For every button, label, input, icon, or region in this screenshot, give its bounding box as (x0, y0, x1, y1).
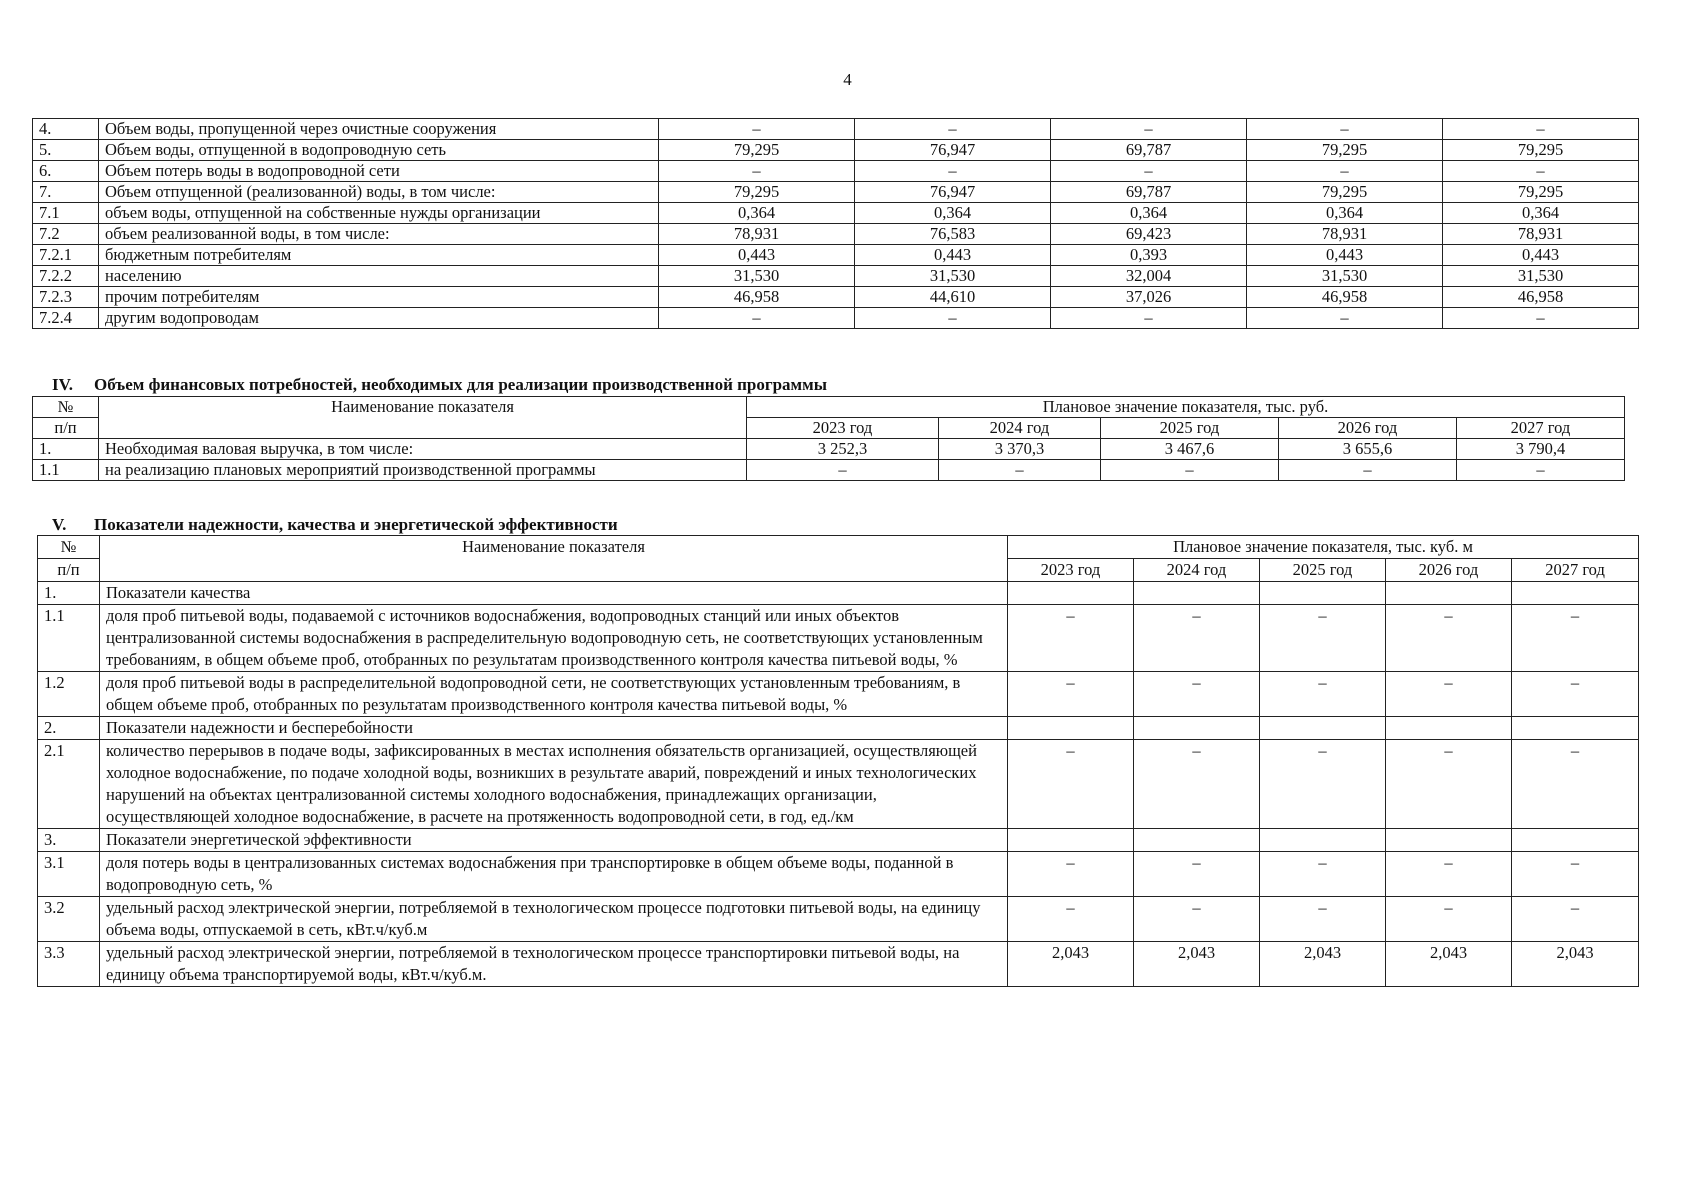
indicator-name: количество перерывов в подаче воды, зафиксированных в местах исполнения обязательств организацией, осуществляющей холодное водоснабжение, по подаче холодной воды, возникших в результате аварий, повреждений и иных технологических нарушений на объектах централизованной системы холодного водоснабжения, принадлежащих организации, осуществляющей холодное водоснабжение, в расчете на протяженность водопроводной сети, в год, ед./км (100, 740, 1008, 829)
value-cell: 37,026 (1051, 287, 1247, 308)
header-name: Наименование показателя (99, 397, 747, 439)
row-number: 4. (33, 119, 99, 140)
value-cell: – (1386, 672, 1512, 717)
row-number: 3.2 (38, 897, 100, 942)
value-cell: – (747, 460, 939, 481)
value-cell (1008, 582, 1134, 605)
table-row (38, 717, 1639, 740)
value-cell: – (1101, 460, 1279, 481)
header-pp: п/п (38, 559, 100, 582)
value-cell: – (1051, 308, 1247, 329)
value-cell: 31,530 (1443, 266, 1639, 287)
value-cell (1386, 717, 1512, 740)
value-cell: 0,364 (855, 203, 1051, 224)
value-cell: 2,043 (1512, 942, 1639, 987)
value-cell (1386, 582, 1512, 605)
indicator-name: на реализацию плановых мероприятий производственной программы (99, 460, 747, 481)
table-row (33, 119, 1639, 140)
table-row (38, 852, 1639, 897)
indicator-name: доля проб питьевой воды в распределительной водопроводной сети, не соответствующих установленным требованиям, в общем объеме проб, отобранных по результатам производственного контроля качества питьевой воды, % (100, 672, 1008, 717)
section-5-roman: V. (52, 515, 67, 534)
value-cell (1260, 829, 1386, 852)
value-cell: – (1051, 161, 1247, 182)
indicator-name: Объем потерь воды в водопроводной сети (99, 161, 659, 182)
indicators-table (37, 535, 1639, 987)
value-cell: 31,530 (1247, 266, 1443, 287)
value-cell: 0,443 (659, 245, 855, 266)
header-plan: Плановое значение показателя, тыс. руб. (747, 397, 1625, 418)
value-cell: 78,931 (1443, 224, 1639, 245)
row-number: 2. (38, 717, 100, 740)
value-cell: 3 467,6 (1101, 439, 1279, 460)
year-header: 2025 год (1101, 418, 1279, 439)
value-cell: – (1134, 672, 1260, 717)
value-cell: 3 370,3 (939, 439, 1101, 460)
table-row (33, 460, 1625, 481)
value-cell: – (1260, 605, 1386, 672)
value-cell: 78,931 (1247, 224, 1443, 245)
year-header: 2027 год (1457, 418, 1625, 439)
row-number: 7.2 (33, 224, 99, 245)
table-header-row (38, 536, 1639, 559)
year-header: 2027 год (1512, 559, 1639, 582)
value-cell: 0,443 (1247, 245, 1443, 266)
value-cell: – (1008, 897, 1134, 942)
value-cell: – (1008, 740, 1134, 829)
year-header: 2024 год (939, 418, 1101, 439)
value-cell: 76,947 (855, 182, 1051, 203)
value-cell: – (1247, 308, 1443, 329)
table-row (33, 203, 1639, 224)
indicator-name: другим водопроводам (99, 308, 659, 329)
page-number: 4 (843, 70, 852, 89)
table-row (38, 897, 1639, 942)
row-number: 5. (33, 140, 99, 161)
value-cell: – (1134, 897, 1260, 942)
year-header: 2026 год (1386, 559, 1512, 582)
indicator-name: Необходимая валовая выручка, в том числе: (99, 439, 747, 460)
header-pp: п/п (33, 418, 99, 439)
table-row (38, 605, 1639, 672)
value-cell (1134, 582, 1260, 605)
value-cell: – (1443, 119, 1639, 140)
table-row (33, 287, 1639, 308)
table-row (33, 439, 1625, 460)
section-5-title-text: Показатели надежности, качества и энергетической эффективности (94, 515, 618, 534)
table-row (33, 245, 1639, 266)
value-cell: 46,958 (1247, 287, 1443, 308)
value-cell: – (1247, 161, 1443, 182)
value-cell: – (1443, 161, 1639, 182)
value-cell: 46,958 (659, 287, 855, 308)
table-row (33, 161, 1639, 182)
indicator-name: доля проб питьевой воды, подаваемой с источников водоснабжения, водопроводных станций или иных объектов централизованной системы водоснабжения в распределительную водопроводную сеть, не соответствующих установленным требованиям, в общем объеме проб, отобранных по результатам производственного контроля качества питьевой воды, % (100, 605, 1008, 672)
header-plan: Плановое значение показателя, тыс. куб. м (1008, 536, 1639, 559)
year-header: 2024 год (1134, 559, 1260, 582)
row-number: 7. (33, 182, 99, 203)
finance-table (32, 396, 1625, 481)
value-cell: – (1260, 740, 1386, 829)
volume-table (32, 118, 1639, 329)
value-cell (1386, 829, 1512, 852)
value-cell: – (939, 460, 1101, 481)
value-cell: 76,583 (855, 224, 1051, 245)
value-cell: 69,787 (1051, 140, 1247, 161)
value-cell: 2,043 (1008, 942, 1134, 987)
table-row (38, 582, 1639, 605)
row-number: 6. (33, 161, 99, 182)
value-cell: 0,364 (1051, 203, 1247, 224)
value-cell: – (1386, 852, 1512, 897)
indicator-name: Показатели надежности и бесперебойности (100, 717, 1008, 740)
year-header: 2023 год (1008, 559, 1134, 582)
value-cell: 44,610 (855, 287, 1051, 308)
header-no: № (33, 397, 99, 418)
value-cell: 79,295 (1247, 140, 1443, 161)
value-cell: – (1134, 740, 1260, 829)
row-number: 1. (38, 582, 100, 605)
value-cell (1260, 582, 1386, 605)
value-cell: 79,295 (1443, 182, 1639, 203)
value-cell: – (1512, 672, 1639, 717)
value-cell: 46,958 (1443, 287, 1639, 308)
value-cell: – (1247, 119, 1443, 140)
section-4-title (32, 375, 827, 395)
section-4-title-text: Объем финансовых потребностей, необходимых для реализации производственной программы (94, 375, 827, 394)
value-cell (1512, 582, 1639, 605)
value-cell: 3 252,3 (747, 439, 939, 460)
value-cell: – (659, 119, 855, 140)
value-cell: 79,295 (1247, 182, 1443, 203)
value-cell: – (1386, 605, 1512, 672)
value-cell: 2,043 (1134, 942, 1260, 987)
indicator-name: объем воды, отпущенной на собственные нужды организации (99, 203, 659, 224)
value-cell: – (1386, 897, 1512, 942)
value-cell: – (659, 308, 855, 329)
value-cell: 0,443 (1443, 245, 1639, 266)
value-cell: 31,530 (659, 266, 855, 287)
value-cell: 0,393 (1051, 245, 1247, 266)
value-cell: 76,947 (855, 140, 1051, 161)
table-row (38, 672, 1639, 717)
header-name: Наименование показателя (100, 536, 1008, 582)
value-cell (1512, 717, 1639, 740)
value-cell (1008, 717, 1134, 740)
indicator-name: объем реализованной воды, в том числе: (99, 224, 659, 245)
table-row (38, 942, 1639, 987)
value-cell: – (1008, 852, 1134, 897)
value-cell: – (1134, 605, 1260, 672)
indicator-name: Показатели качества (100, 582, 1008, 605)
year-header: 2025 год (1260, 559, 1386, 582)
indicator-name: прочим потребителям (99, 287, 659, 308)
section-5-title (32, 515, 618, 535)
row-number: 2.1 (38, 740, 100, 829)
year-header: 2026 год (1279, 418, 1457, 439)
value-cell: – (1260, 852, 1386, 897)
value-cell: 78,931 (659, 224, 855, 245)
value-cell: 2,043 (1260, 942, 1386, 987)
indicator-name: Показатели энергетической эффективности (100, 829, 1008, 852)
value-cell: 2,043 (1386, 942, 1512, 987)
table-row (33, 140, 1639, 161)
value-cell: – (1512, 740, 1639, 829)
indicator-name: Объем воды, пропущенной через очистные сооружения (99, 119, 659, 140)
value-cell: – (1457, 460, 1625, 481)
header-no: № (38, 536, 100, 559)
value-cell: 0,443 (855, 245, 1051, 266)
indicator-name: Объем отпущенной (реализованной) воды, в том числе: (99, 182, 659, 203)
value-cell: 79,295 (1443, 140, 1639, 161)
value-cell: – (855, 308, 1051, 329)
table-header-row (33, 397, 1625, 418)
indicator-name: Объем воды, отпущенной в водопроводную сеть (99, 140, 659, 161)
value-cell: – (1443, 308, 1639, 329)
value-cell: 31,530 (855, 266, 1051, 287)
row-number: 1.1 (33, 460, 99, 481)
table-row (38, 829, 1639, 852)
row-number: 7.2.3 (33, 287, 99, 308)
row-number: 1.2 (38, 672, 100, 717)
value-cell (1512, 829, 1639, 852)
row-number: 7.2.4 (33, 308, 99, 329)
indicator-name: удельный расход электрической энергии, потребляемой в технологическом процессе подготовки питьевой воды, на единицу объема воды, отпускаемой в сеть, кВт.ч/куб.м (100, 897, 1008, 942)
row-number: 7.1 (33, 203, 99, 224)
value-cell: – (1512, 852, 1639, 897)
value-cell: 0,364 (1247, 203, 1443, 224)
value-cell (1134, 717, 1260, 740)
table-row (38, 740, 1639, 829)
value-cell (1008, 829, 1134, 852)
value-cell: – (1260, 672, 1386, 717)
value-cell: – (1008, 672, 1134, 717)
table-row (33, 224, 1639, 245)
table-row (33, 182, 1639, 203)
indicator-name: населению (99, 266, 659, 287)
value-cell: – (1260, 897, 1386, 942)
table-row (33, 266, 1639, 287)
row-number: 1.1 (38, 605, 100, 672)
value-cell: – (1386, 740, 1512, 829)
value-cell: 0,364 (659, 203, 855, 224)
value-cell: – (659, 161, 855, 182)
value-cell: – (1512, 897, 1639, 942)
row-number: 7.2.1 (33, 245, 99, 266)
value-cell: 3 655,6 (1279, 439, 1457, 460)
section-4-roman: IV. (52, 375, 73, 394)
value-cell (1134, 829, 1260, 852)
value-cell: 69,787 (1051, 182, 1247, 203)
value-cell: 79,295 (659, 182, 855, 203)
value-cell: 32,004 (1051, 266, 1247, 287)
value-cell: 3 790,4 (1457, 439, 1625, 460)
table-row (33, 308, 1639, 329)
indicator-name: бюджетным потребителям (99, 245, 659, 266)
value-cell: – (1134, 852, 1260, 897)
indicator-name: доля потерь воды в централизованных системах водоснабжения при транспортировке в общем объеме воды, поданной в водопроводную сеть, % (100, 852, 1008, 897)
value-cell: – (855, 161, 1051, 182)
value-cell: – (855, 119, 1051, 140)
row-number: 7.2.2 (33, 266, 99, 287)
value-cell: – (1512, 605, 1639, 672)
value-cell: – (1051, 119, 1247, 140)
row-number: 3.1 (38, 852, 100, 897)
value-cell: 69,423 (1051, 224, 1247, 245)
indicator-name: удельный расход электрической энергии, потребляемой в технологическом процессе транспортировки питьевой воды, на единицу объема транспортируемой воды, кВт.ч/куб.м. (100, 942, 1008, 987)
value-cell (1260, 717, 1386, 740)
value-cell: – (1279, 460, 1457, 481)
value-cell: 79,295 (659, 140, 855, 161)
row-number: 3.3 (38, 942, 100, 987)
value-cell: 0,364 (1443, 203, 1639, 224)
value-cell: – (1008, 605, 1134, 672)
row-number: 1. (33, 439, 99, 460)
row-number: 3. (38, 829, 100, 852)
year-header: 2023 год (747, 418, 939, 439)
